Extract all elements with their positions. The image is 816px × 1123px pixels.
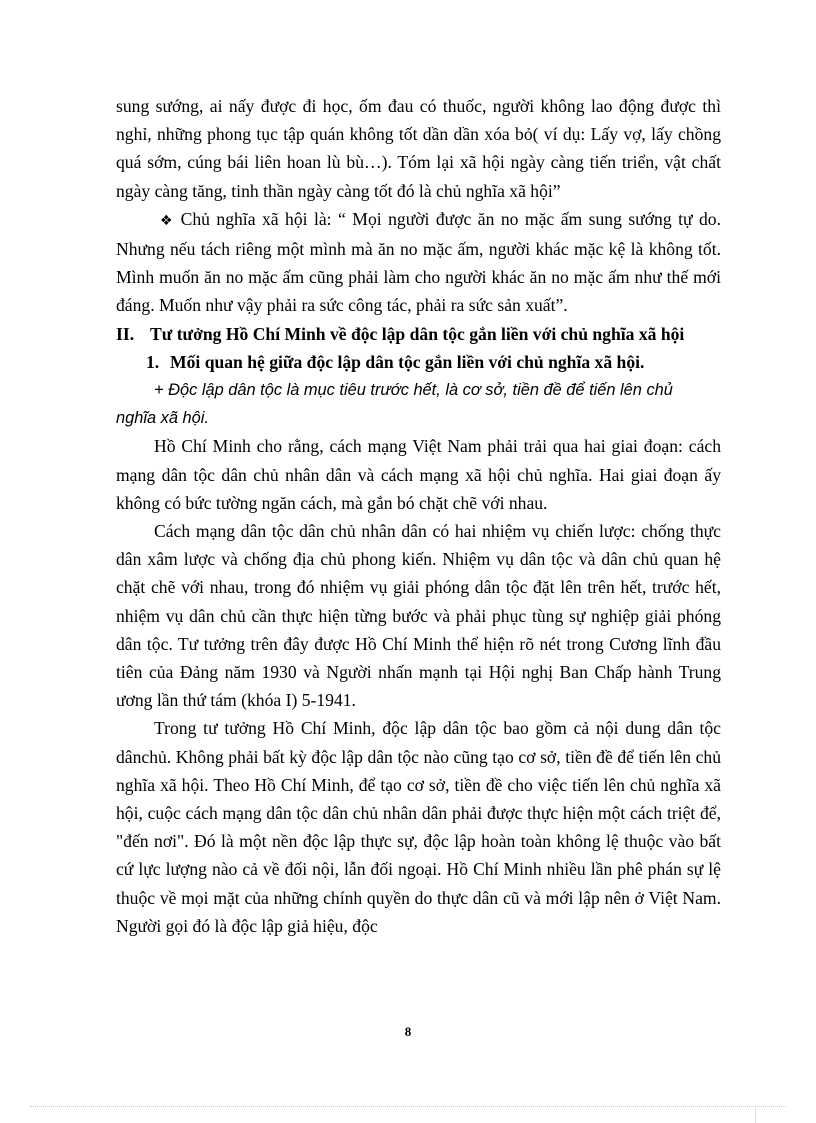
page-number: 8 xyxy=(404,1024,412,1039)
diamond-bullet-icon: ❖ xyxy=(160,212,175,229)
paragraph-independence-content: Trong tư tưởng Hồ Chí Minh, độc lập dân tộc bao gồm cả nội dung dân tộc dânchủ. Không phải bất kỳ độc lập dân tộc nào cũng tạo cơ sở, tiền đề để tiến lên chủ nghĩa xã hội. Theo Hồ Chí Minh, để tạo cơ sở, tiền đề cho việc tiến lên chủ nghĩa xã hội, cuộc cách mạng dân tộc dân chủ nhân dân phải được thực hiện một cách triệt để, "đến nơi". Đó là một nền độc lập thực sự, độc lập hoàn toàn không lệ thuộc vào bất cứ lực lượng nào cả về đối nội, lẫn đối ngoại. Hồ Chí Minh nhiều lần phê phán sự lệ thuộc về mọi mặt của những chính quyền do thực dân cũ và mới lập nên ở Việt Nam. Người gọi đó là độc lập giả hiệu, độc xyxy=(116,718,721,936)
paragraph-two-stages: Hồ Chí Minh cho rằng, cách mạng Việt Nam phải trải qua hai giai đoạn: cách mạng dân tộc dân chủ nhân dân và cách mạng xã hội chủ nghĩa. Hai giai đoạn ấy không có bức tường ngăn cách, mà gắn bó chặt chẽ với nhau. xyxy=(116,436,721,513)
footer-dotted-rule xyxy=(30,1106,786,1107)
subsection-heading-1 xyxy=(116,348,721,376)
italic-note xyxy=(116,376,721,432)
section-heading-ii xyxy=(116,320,721,348)
margin-guide-line xyxy=(755,1108,756,1123)
bullet-text: Chủ nghĩa xã hội là: “ Mọi người được ăn no mặc ấm sung sướng tự do. Nhưng nếu tách riêng một mình mà ăn no mặc ấm, người khác mặc kệ là không tốt. Mình muốn ăn no mặc ấm cũng phải làm cho người khác ăn no mặc ấm như thế mới đáng. Muốn như vậy phải ra sức công tác, phải ra sức sản xuất”. xyxy=(116,208,721,316)
note-line-1: + Độc lập dân tộc là mục tiêu trước hết, là cơ sở, tiền đề để tiến lên chủ xyxy=(154,381,673,400)
subsection-title: Mối quan hệ giữa độc lập dân tộc gắn liền với chủ nghĩa xã hội. xyxy=(170,351,645,372)
paragraph-strategic-tasks: Cách mạng dân tộc dân chủ nhân dân có hai nhiệm vụ chiến lược: chống thực dân xâm lược và chống địa chủ phong kiến. Nhiệm vụ dân tộc và dân chủ quan hệ chặt chẽ với nhau, trong đó nhiệm vụ giải phóng dân tộc đặt lên trên hết, trước hết, nhiệm vụ dân chủ cần thực hiện từng bước và phải phục tùng sự nghiệp giải phóng dân tộc. Tư tưởng trên đây được Hồ Chí Minh thể hiện rõ nét trong Cương lĩnh đầu tiên của Đảng năm 1930 và Người nhấn mạnh tại Hội nghị Ban Chấp hành Trung ương lần thứ tám (khóa I) 5-1941. xyxy=(116,521,721,711)
page-body xyxy=(116,92,721,940)
section-title: Tư tưởng Hồ Chí Minh về độc lập dân tộc gắn liền với chủ nghĩa xã hội xyxy=(150,323,685,344)
section-number: II. xyxy=(116,323,135,344)
subsection-number: 1. xyxy=(146,351,160,372)
paragraph-bullet-socialism xyxy=(116,205,721,320)
paragraph-1: sung sướng, ai nấy được đi học, ốm đau có thuốc, người không lao động được thì nghỉ, những phong tục tập quán không tốt dần dần xóa bỏ( ví dụ: Lấy vợ, lấy chồng quá sớm, cúng bái liên hoan lù bù…). Tóm lại xã hội ngày càng tiến triển, vật chất ngày càng tăng, tinh thần ngày càng tốt đó là chủ nghĩa xã hội” xyxy=(116,96,721,201)
note-line-2: nghĩa xã hội. xyxy=(116,409,209,428)
